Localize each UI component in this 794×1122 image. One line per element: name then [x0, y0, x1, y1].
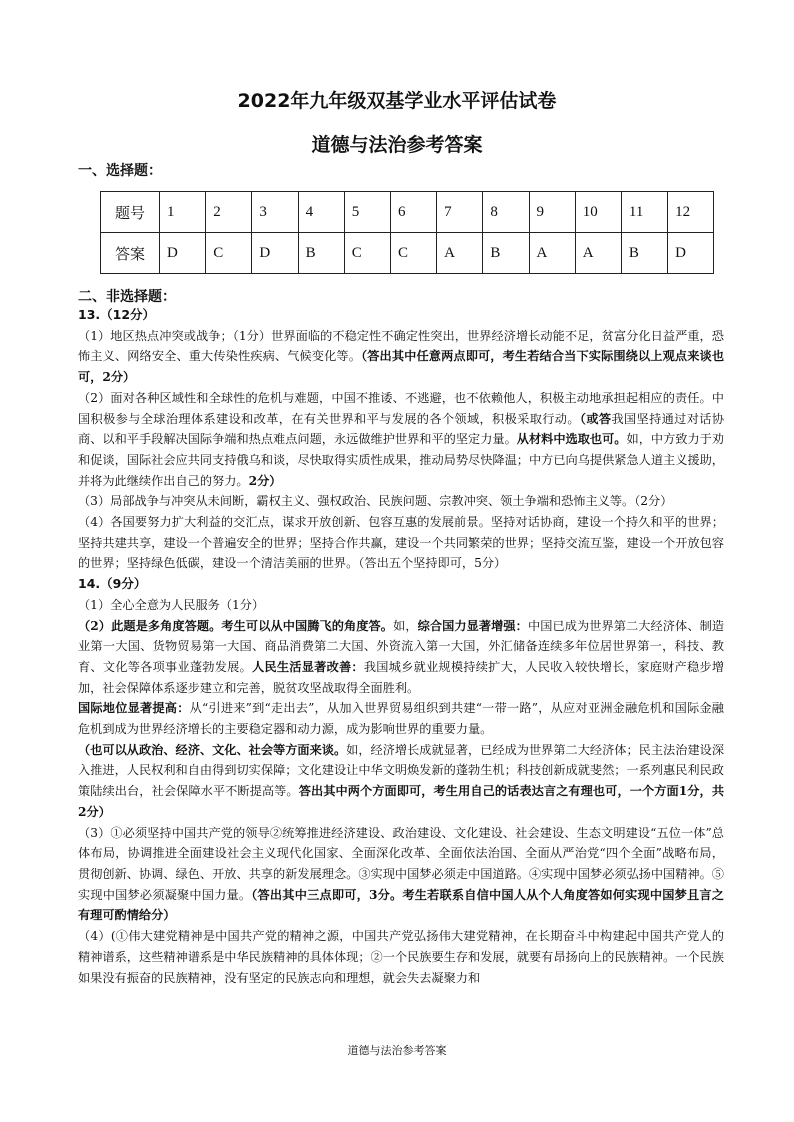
q14-strength-heading: 综合国力显著增强：	[417, 618, 528, 633]
answer-cell: B	[483, 233, 529, 274]
answer-cell: A	[437, 233, 483, 274]
answer-cell: B	[621, 233, 667, 274]
q13-part2-example: 如，中方致力于劝和促谈，国际社会应共同支持俄乌和谈，尽快取得实质性成果，推动局势尽快降温；中方已向乌提供紧急人道主义援助，并将为此继续作出自己的努力。	[78, 432, 725, 488]
q14-part1: （1）全心全意为人民服务（1分）	[78, 597, 265, 612]
question-number-cell: 5	[344, 192, 390, 233]
exam-title: 2022年九年级双基学业水平评估试卷	[237, 90, 557, 112]
q14-part4: （4）(①伟大建党精神是中国共产党的精神之源，中国共产党弘扬伟大建党精神，在长期奋斗中构建起中国共产党人的精神谱系，这些精神谱系是中华民族精神的具体体现；②一个民族要生存和发展，就要有昂扬向上的民族精神。一个民族如果没有振奋的民族精神，没有坚定的民族志向和理想，就会失去凝聚力和	[78, 929, 724, 985]
section-nonchoice-heading: 二、非选择题：	[78, 289, 176, 305]
question-number-cell: 9	[529, 192, 575, 233]
question-number-cell: 11	[621, 192, 667, 233]
question-number-cell: 12	[668, 192, 714, 233]
answer-label: 答案	[101, 233, 160, 274]
q13-part2-text: （2）面对各种区域性和全球性的危机与难题，中国不推诿、不逃避，也不依赖他人，积极主动地承担起相应的责任。中国积极参与全球治理体系建设和改革，在有关世界和平与发展的各个领域，积极采取行动。	[78, 390, 724, 426]
q13-part2	[78, 388, 724, 492]
q13-part1	[78, 326, 724, 388]
question-13-title: 13.（12分）	[78, 307, 156, 322]
q14-part3	[78, 823, 724, 927]
question-number-cell: 7	[437, 192, 483, 233]
q14-status-text: 从“引进来”到“走出去”，从加入世界贸易组织到共建“一带一路”，从应对亚洲金融危机和国际金融危机到成为世界经济增长的主要稳定器和动力源，成为影响世界的重要力量。	[78, 701, 724, 737]
q14-status-heading: 国际地位显著提高：	[78, 701, 190, 716]
question-number-cell: 2	[206, 192, 252, 233]
answer-key-subtitle: 道德与法治参考答案	[311, 134, 483, 156]
question-number-cell: 10	[575, 192, 621, 233]
question-number-label: 题号	[101, 192, 160, 233]
answer-cell: C	[206, 233, 252, 274]
answer-cell: B	[298, 233, 344, 274]
q14-part2-alt	[78, 740, 724, 823]
q13-part4: （4）各国要努力扩大利益的交汇点，谋求开放创新、包容互惠的发展前景。坚持对话协商，建设一个持久和平的世界；坚持共建共享，建设一个普遍安全的世界；坚持合作共赢，建设一个共同繁荣的世界；坚持交流互鉴，建设一个开放包容的世界；坚持绿色低碳，建设一个清洁美丽的世界。（答出五个坚持即可，5分）	[78, 515, 724, 571]
q13-part2-alt-label: （或答	[579, 411, 612, 426]
answer-cell: A	[575, 233, 621, 274]
answer-table	[100, 191, 714, 274]
section-choice-heading: 一、选择题：	[78, 163, 162, 179]
page-footer: 道德与法治参考答案	[347, 1044, 447, 1057]
question-14-title: 14.（9分）	[78, 576, 147, 592]
q14-strength-text: 中国已成为世界第二大经济体、制造业第一大国、货物贸易第一大国、商品消费第二大国、外资流入第一大国，外汇储备连续多年位居世界第一，科技、教育、文化等各项事业蓬勃发展。	[78, 618, 725, 674]
q14-alt-score: 答出其中两个方面即可，考生用自己的话表达言之有理也可，一个方面1分，共2分）	[78, 784, 725, 819]
q14-part2	[78, 616, 724, 740]
answer-cell: A	[529, 233, 575, 274]
answer-cell: C	[390, 233, 436, 274]
q14-life-text: 我国城乡就业规模持续扩大，人民收入较快增长，家庭财产稳步增加，社会保障体系逐步建立和完善，脱贫攻坚战取得全面胜利。	[78, 659, 725, 695]
q13-part2-material-note: 从材料中选取也可。	[516, 432, 627, 447]
q13-part1-text: （1）地区热点冲突或战争；（1分）世界面临的不稳定性不确定性突出，世界经济增长动能不足，贫富分化日益严重，恐怖主义、网络安全、重大传染性疾病、气候变化等。	[78, 328, 724, 364]
answer-row	[101, 233, 714, 274]
question-number-cell: 8	[483, 192, 529, 233]
answer-cell: C	[344, 233, 390, 274]
question-number-cell: 4	[298, 192, 344, 233]
answer-cell: D	[160, 233, 206, 274]
q14-part3-text: （3）①必须坚持中国共产党的领导②统筹推进经济建设、政治建设、文化建设、社会建设、生态文明建设“五位一体”总体布局，协调推进全面建设社会主义现代化国家、全面深化改革、全面依法治国、全面从严治党“四个全面”战略布局，贯彻创新、协调、绿色、开放、共享的新发展理念。③实现中国梦必须走中国道路。④实现中国梦必须弘扬中国精神。⑤实现中国梦必须凝聚中国力量。	[78, 825, 724, 902]
q14-part2-intro: （2）此题是多角度答题。考生可以从中国腾飞的角度答。	[78, 618, 394, 633]
q14-part3-score: （答出其中三点即可，3分。考生若联系自信中国人从个人角度答如何实现中国梦且言之有理可酌情给分）	[78, 887, 724, 923]
question-number-cell: 3	[252, 192, 298, 233]
answer-cell: D	[668, 233, 714, 274]
question-number-row	[101, 192, 714, 233]
q14-alt-text: 如，经济增长成就显著，已经成为世界第二大经济体；民主法治建设深入推进，人民权利和自由得到切实保障；文化建设让中华文明焕发新的蓬勃生机；科技创新成就斐然；一系列惠民利民政策陆续出台，社会保障水平不断提高等。	[78, 742, 725, 799]
question-number-cell: 1	[160, 192, 206, 233]
q14-life-heading: 人民生活显著改善：	[252, 659, 364, 674]
answer-cell: D	[252, 233, 298, 274]
q13-part2-score: 2分）	[248, 473, 282, 488]
q14-part2-eg: 如，	[393, 618, 418, 633]
q13-part1-note: （答出其中任意两点即可，考生若结合当下实际围绕以上观点来谈也可，2分）	[78, 349, 725, 385]
q13-part3: （3）局部战争与冲突从未间断，霸权主义、强权政治、民族问题、宗教冲突、领土争端和恐怖主义等。（2分）	[78, 494, 673, 509]
q13-part2-alt-text: 我国坚持通过对话协商、以和平手段解决国际争端和热点难点问题，永远做维护世界和平的坚定力量。	[78, 411, 725, 447]
answer-body	[78, 305, 724, 988]
question-number-cell: 6	[390, 192, 436, 233]
q14-alt-intro: （也可以从政治、经济、文化、社会等方面来谈。	[78, 742, 347, 757]
